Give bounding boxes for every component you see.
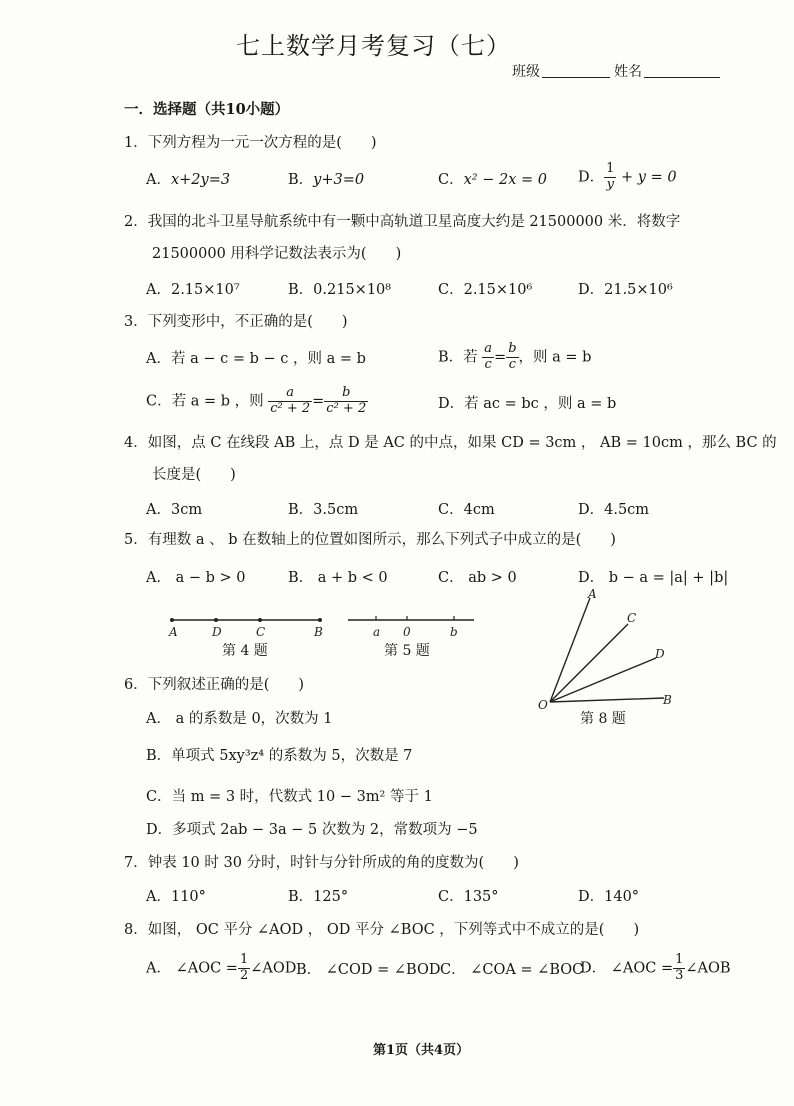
fig8-ray-oa bbox=[550, 598, 590, 702]
fig8-label-a: A bbox=[588, 587, 597, 601]
q4-option-a: A．3cm bbox=[146, 502, 203, 518]
q8-option-a: A． ∠AOC = $\frac{1}{2}$ ∠AOD bbox=[146, 952, 297, 983]
fig4-label-c: C bbox=[256, 625, 266, 639]
q4-option-b: B．3.5cm bbox=[288, 502, 359, 518]
class-blank[interactable] bbox=[542, 77, 610, 78]
q1-stem: 1．下列方程为一元一次方程的是( ) bbox=[124, 135, 377, 151]
q3-stem: 3．下列变形中，不正确的是( ) bbox=[124, 314, 348, 330]
fig8-angle-diagram bbox=[532, 586, 682, 710]
fig8-caption: 第 8 题 bbox=[580, 711, 626, 727]
q2-option-a: A．2.15×10⁷ bbox=[146, 282, 240, 298]
fig4-label-a: A bbox=[169, 625, 178, 639]
q7-option-c: C．135° bbox=[438, 889, 499, 905]
q3-option-d: D．若 ac = bc ，则 a = b bbox=[438, 396, 617, 412]
q6-option-c: C．当 m = 3 时，代数式 10 − 3m² 等于 1 bbox=[146, 789, 433, 805]
q2-option-d: D．21.5×10⁶ bbox=[578, 282, 673, 298]
fig4-point-a bbox=[170, 618, 174, 622]
q4-stem-line2: 长度是( ) bbox=[152, 467, 236, 483]
q4-stem-line1: 4．如图，点 C 在线段 AB 上，点 D 是 AC 的中点，如果 CD = 3cm ， AB = 10cm ，那么 BC 的 bbox=[124, 435, 777, 451]
q1-option-c: C．x² − 2x = 0 bbox=[438, 172, 547, 188]
student-info bbox=[512, 64, 724, 81]
q1-option-b: B．y+3=0 bbox=[288, 172, 365, 188]
fig4-label-b: B bbox=[314, 625, 323, 639]
q4-option-c: C．4cm bbox=[438, 502, 495, 518]
q8-option-c: C． ∠COA = ∠BOC bbox=[440, 962, 584, 978]
q7-option-d: D．140° bbox=[578, 889, 640, 905]
fig5-number-line bbox=[344, 606, 480, 642]
fig4-segment-diagram bbox=[160, 606, 340, 642]
fig4-caption: 第 4 题 bbox=[222, 643, 268, 659]
fig4-point-b bbox=[318, 618, 322, 622]
q5-stem: 5．有理数 a 、 b 在数轴上的位置如图所示，那么下列式子中成立的是( ) bbox=[124, 532, 616, 548]
q1-d-fraction: $\frac{1}{y}$ bbox=[606, 161, 615, 192]
q5-option-d: D． b − a = |a| + |b| bbox=[578, 570, 729, 586]
q8-option-b: B． ∠COD = ∠BOD bbox=[296, 962, 441, 978]
q1-option-d: D． $\frac{1}{y}$ + y = 0 bbox=[578, 161, 677, 192]
fig8-label-b: B bbox=[663, 693, 672, 707]
q5-option-b: B． a + b < 0 bbox=[288, 570, 388, 586]
fig8-ray-od bbox=[550, 658, 656, 702]
q6-option-d: D．多项式 2ab − 3a − 5 次数为 2，常数项为 −5 bbox=[146, 822, 478, 838]
name-blank[interactable] bbox=[644, 77, 720, 78]
q8-option-d: D． ∠AOC = $\frac{1}{3}$ ∠AOB bbox=[580, 952, 731, 983]
q1-option-a: A．x+2y=3 bbox=[146, 172, 231, 188]
fig8-ray-ob bbox=[550, 698, 664, 702]
page-footer: 第1页（共4页） bbox=[373, 1043, 470, 1058]
q2-stem-line2: 21500000 用科学记数法表示为( ) bbox=[152, 246, 402, 262]
q7-stem: 7．钟表 10 时 30 分时，时针与分针所成的角的度数为( ) bbox=[124, 855, 519, 871]
fig5-label-0: 0 bbox=[403, 625, 411, 639]
q6-option-a: A． a 的系数是 0，次数为 1 bbox=[146, 711, 333, 727]
q4-option-d: D．4.5cm bbox=[578, 502, 650, 518]
fig8-label-c: C bbox=[627, 611, 637, 625]
fig5-label-a: a bbox=[373, 625, 381, 639]
q7-option-a: A．110° bbox=[146, 889, 206, 905]
class-label: 班级 bbox=[512, 64, 540, 80]
q7-option-b: B．125° bbox=[288, 889, 349, 905]
q5-option-c: C． ab > 0 bbox=[438, 570, 517, 586]
fig8-label-d: D bbox=[655, 647, 665, 661]
q3-option-b: B．若 $\frac{a}{c}$ = $\frac{b}{c}$ ，则 a = b bbox=[438, 341, 592, 372]
fig5-label-b: b bbox=[450, 625, 458, 639]
fig8-ray-oc bbox=[550, 624, 628, 702]
q6-option-b: B．单项式 5xy³z⁴ 的系数为 5，次数是 7 bbox=[146, 748, 413, 764]
fig4-label-d: D bbox=[212, 625, 222, 639]
q5-option-a: A． a − b > 0 bbox=[146, 570, 246, 586]
page-title: 七上数学月考复习（七） bbox=[236, 32, 511, 60]
q2-option-c: C．2.15×10⁶ bbox=[438, 282, 533, 298]
fig4-point-c bbox=[258, 618, 262, 622]
fig8-label-o: O bbox=[538, 698, 548, 710]
q6-stem: 6．下列叙述正确的是( ) bbox=[124, 677, 305, 693]
q3-option-a: A．若 a − c = b − c ，则 a = b bbox=[146, 351, 366, 367]
q2-stem-line1: 2．我国的北斗卫星导航系统中有一颗中高轨道卫星高度大约是 21500000 米．将数字 bbox=[124, 214, 681, 230]
q2-option-b: B．0.215×10⁸ bbox=[288, 282, 392, 298]
q8-stem: 8．如图， OC 平分 ∠AOD ， OD 平分 ∠BOC ，下列等式中不成立的是( ) bbox=[124, 922, 640, 938]
fig5-caption: 第 5 题 bbox=[384, 643, 430, 659]
name-label: 姓名 bbox=[614, 64, 642, 80]
fig4-point-d bbox=[214, 618, 218, 622]
q3-option-c: C．若 a = b ，则 $\frac{a}{\text{c² + 2}}$ = $\frac{b}{\text{c² + 2}}$ bbox=[146, 385, 367, 416]
section-heading: 一．选择题（共10小题） bbox=[124, 101, 290, 118]
